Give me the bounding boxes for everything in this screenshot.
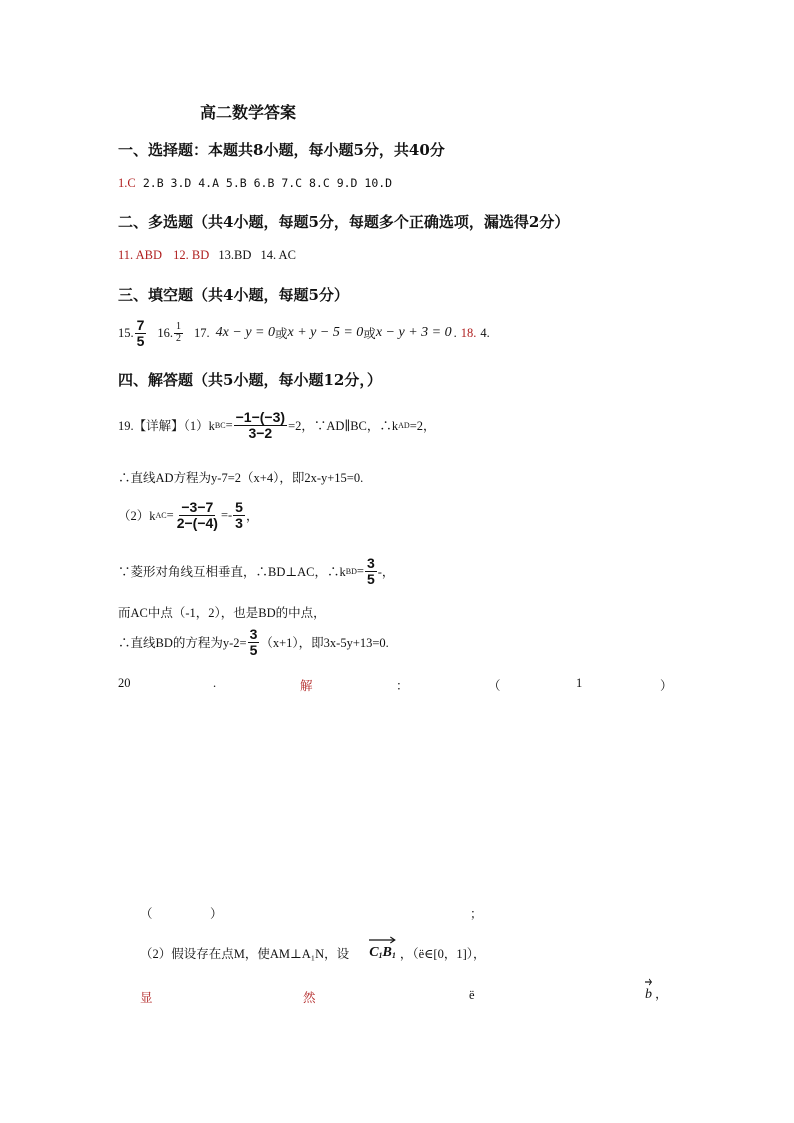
section-1-answers: [118, 176, 392, 191]
q19-sub-bc: BC: [214, 420, 226, 430]
q19-line4-tail: -，: [377, 565, 395, 580]
q19-prefix: 19.【详解】（1）k: [118, 419, 215, 434]
q20-xian: 显: [140, 991, 153, 1005]
vector-c1b1: [369, 945, 396, 961]
q16-fraction: [174, 322, 183, 344]
q19-sub-bd: BD: [345, 566, 357, 576]
q18-number: 18.: [460, 325, 477, 340]
q20-ran: 然: [303, 991, 316, 1005]
document-title: 高二数学答案: [200, 103, 297, 122]
q19-line-5: 而AC中点（-1，2），也是BD的中点，: [118, 606, 326, 620]
section-2-heading: 二、多选题（共4小题，每题5分，每题多个正确选项，漏选得2分）: [118, 213, 570, 231]
q19-fraction-5: [248, 627, 260, 657]
answer-12: 12. BD: [173, 248, 210, 262]
q20-right-paren: ）: [660, 679, 673, 693]
q19-f3-denominator: 3: [235, 514, 243, 531]
q20-jie: 解: [300, 679, 313, 693]
q19-fraction-4: [365, 556, 377, 586]
vector-arrow-icon: [369, 936, 396, 944]
q19-sub-ac: AC: [155, 510, 167, 520]
q19-line-6: [118, 627, 389, 657]
q19-sub-ad: AD: [398, 420, 410, 430]
q19-f2-denominator: 2−(−4): [176, 514, 218, 531]
q19-eq3: =-: [220, 507, 233, 522]
q20-part-2-line: [140, 944, 486, 962]
q20-part-1: 1: [576, 676, 583, 690]
q17-equation-2: x + y − 5 = 0: [287, 325, 364, 341]
q17-equation-1: 4x − y = 0: [215, 325, 275, 341]
q19-eq: =: [225, 417, 233, 432]
vector-b-sub: 1: [391, 951, 396, 960]
vector-b-arrow-icon: [645, 978, 652, 986]
section-2-answers: [118, 248, 296, 263]
q19-line-2: ∴直线AD方程为y-7=2（x+4），即2x-y+15=0.: [118, 471, 364, 485]
q20-right-paren-2: ）: [210, 907, 223, 921]
q17-equation-3: x − y + 3 = 0: [375, 325, 452, 341]
q17-period: .: [453, 325, 457, 340]
q19-f5-denominator: 5: [249, 641, 258, 658]
q19-line6-tail: （x+1），即3x-5y+13=0.: [260, 636, 389, 651]
q15-denominator: 5: [136, 332, 145, 349]
q20-left-paren: （: [488, 679, 501, 693]
q19-f3-numerator: 5: [235, 499, 243, 515]
q19-f2-numerator: −3−7: [181, 499, 214, 515]
vector-b-lower: [645, 984, 668, 1003]
vector-c: C: [369, 945, 379, 960]
answer-11-num: 11. ABD: [118, 248, 162, 262]
q19-f5-numerator: 3: [249, 626, 258, 642]
vector-b-wrapper: [645, 987, 652, 1003]
q19-tail: =2，: [409, 419, 436, 434]
vector-c-sub: 1: [378, 951, 383, 960]
q19-fraction-3: [233, 500, 245, 530]
q15-number: 15.: [118, 325, 134, 340]
q20-comma: ，: [655, 987, 668, 1001]
q16-number: 16.: [157, 325, 174, 340]
section-1-heading: 一、选择题：本题共8小题，每小题5分，共40分: [118, 141, 445, 159]
q19-part2-tail: ，: [245, 509, 259, 524]
q20-number: 20: [118, 676, 131, 690]
q19-line6-prefix: ∴直线BD的方程为y-2=: [118, 636, 247, 651]
answer-14: 14. AC: [260, 248, 296, 262]
q17-or-1: 或: [275, 327, 288, 342]
vector-b: B: [382, 945, 392, 960]
q16-numerator: 1: [176, 321, 182, 333]
q19-f1-numerator: −1−(−3): [235, 409, 286, 425]
q19-line4-prefix: ∵菱形对角线互相垂直，∴BD⊥AC，∴k: [118, 565, 346, 580]
q20-dot: .: [213, 676, 217, 690]
q19-eq2: =: [166, 507, 174, 522]
q17-number: 17.: [194, 325, 210, 340]
q19-part2-prefix: （2）k: [118, 509, 156, 524]
q20-part-2-text: （2）假设存在点M，使AM⊥A₁N，设: [140, 947, 350, 961]
section-3-answers: [118, 318, 490, 348]
q19-fraction-1: [234, 410, 287, 440]
q15-fraction: [135, 318, 147, 348]
q17-or-2: 或: [363, 327, 376, 342]
q20-semicolon: ；: [470, 907, 483, 921]
section-4-heading: 四、解答题（共5小题，每小题12分，）: [118, 371, 382, 389]
q20-e: ë: [469, 988, 475, 1002]
q19-line-1: [118, 410, 436, 440]
answer-1: 1.C: [118, 176, 136, 190]
q19-f4-denominator: 5: [366, 570, 375, 587]
q16-denominator: 2: [176, 332, 182, 344]
q20-colon: ：: [396, 679, 409, 693]
answers-2-10: 2.B 3.D 4.A 5.B 6.B 7.C 8.C 9.D 10.D: [142, 176, 393, 190]
q19-line-3: [118, 500, 258, 530]
q15-numerator: 7: [136, 317, 145, 333]
answer-13: 13.BD: [218, 248, 252, 262]
q19-fraction-2: [175, 500, 220, 530]
q19-line-4: [118, 556, 394, 586]
q20-part-2-tail: ，（ë∈[0，1]），: [399, 947, 486, 961]
q20-left-paren-2: （: [140, 907, 153, 921]
q19-mid: =2，∵AD∥BC，∴k: [288, 419, 399, 434]
vector-b-letter: b: [645, 987, 652, 1002]
q18-answer: 4.: [480, 325, 490, 340]
section-3-heading: 三、填空题（共4小题，每题5分）: [118, 286, 349, 304]
q19-f4-numerator: 3: [366, 555, 375, 571]
q19-f1-denominator: 3−2: [248, 424, 273, 441]
q19-eq4: =: [356, 563, 364, 578]
